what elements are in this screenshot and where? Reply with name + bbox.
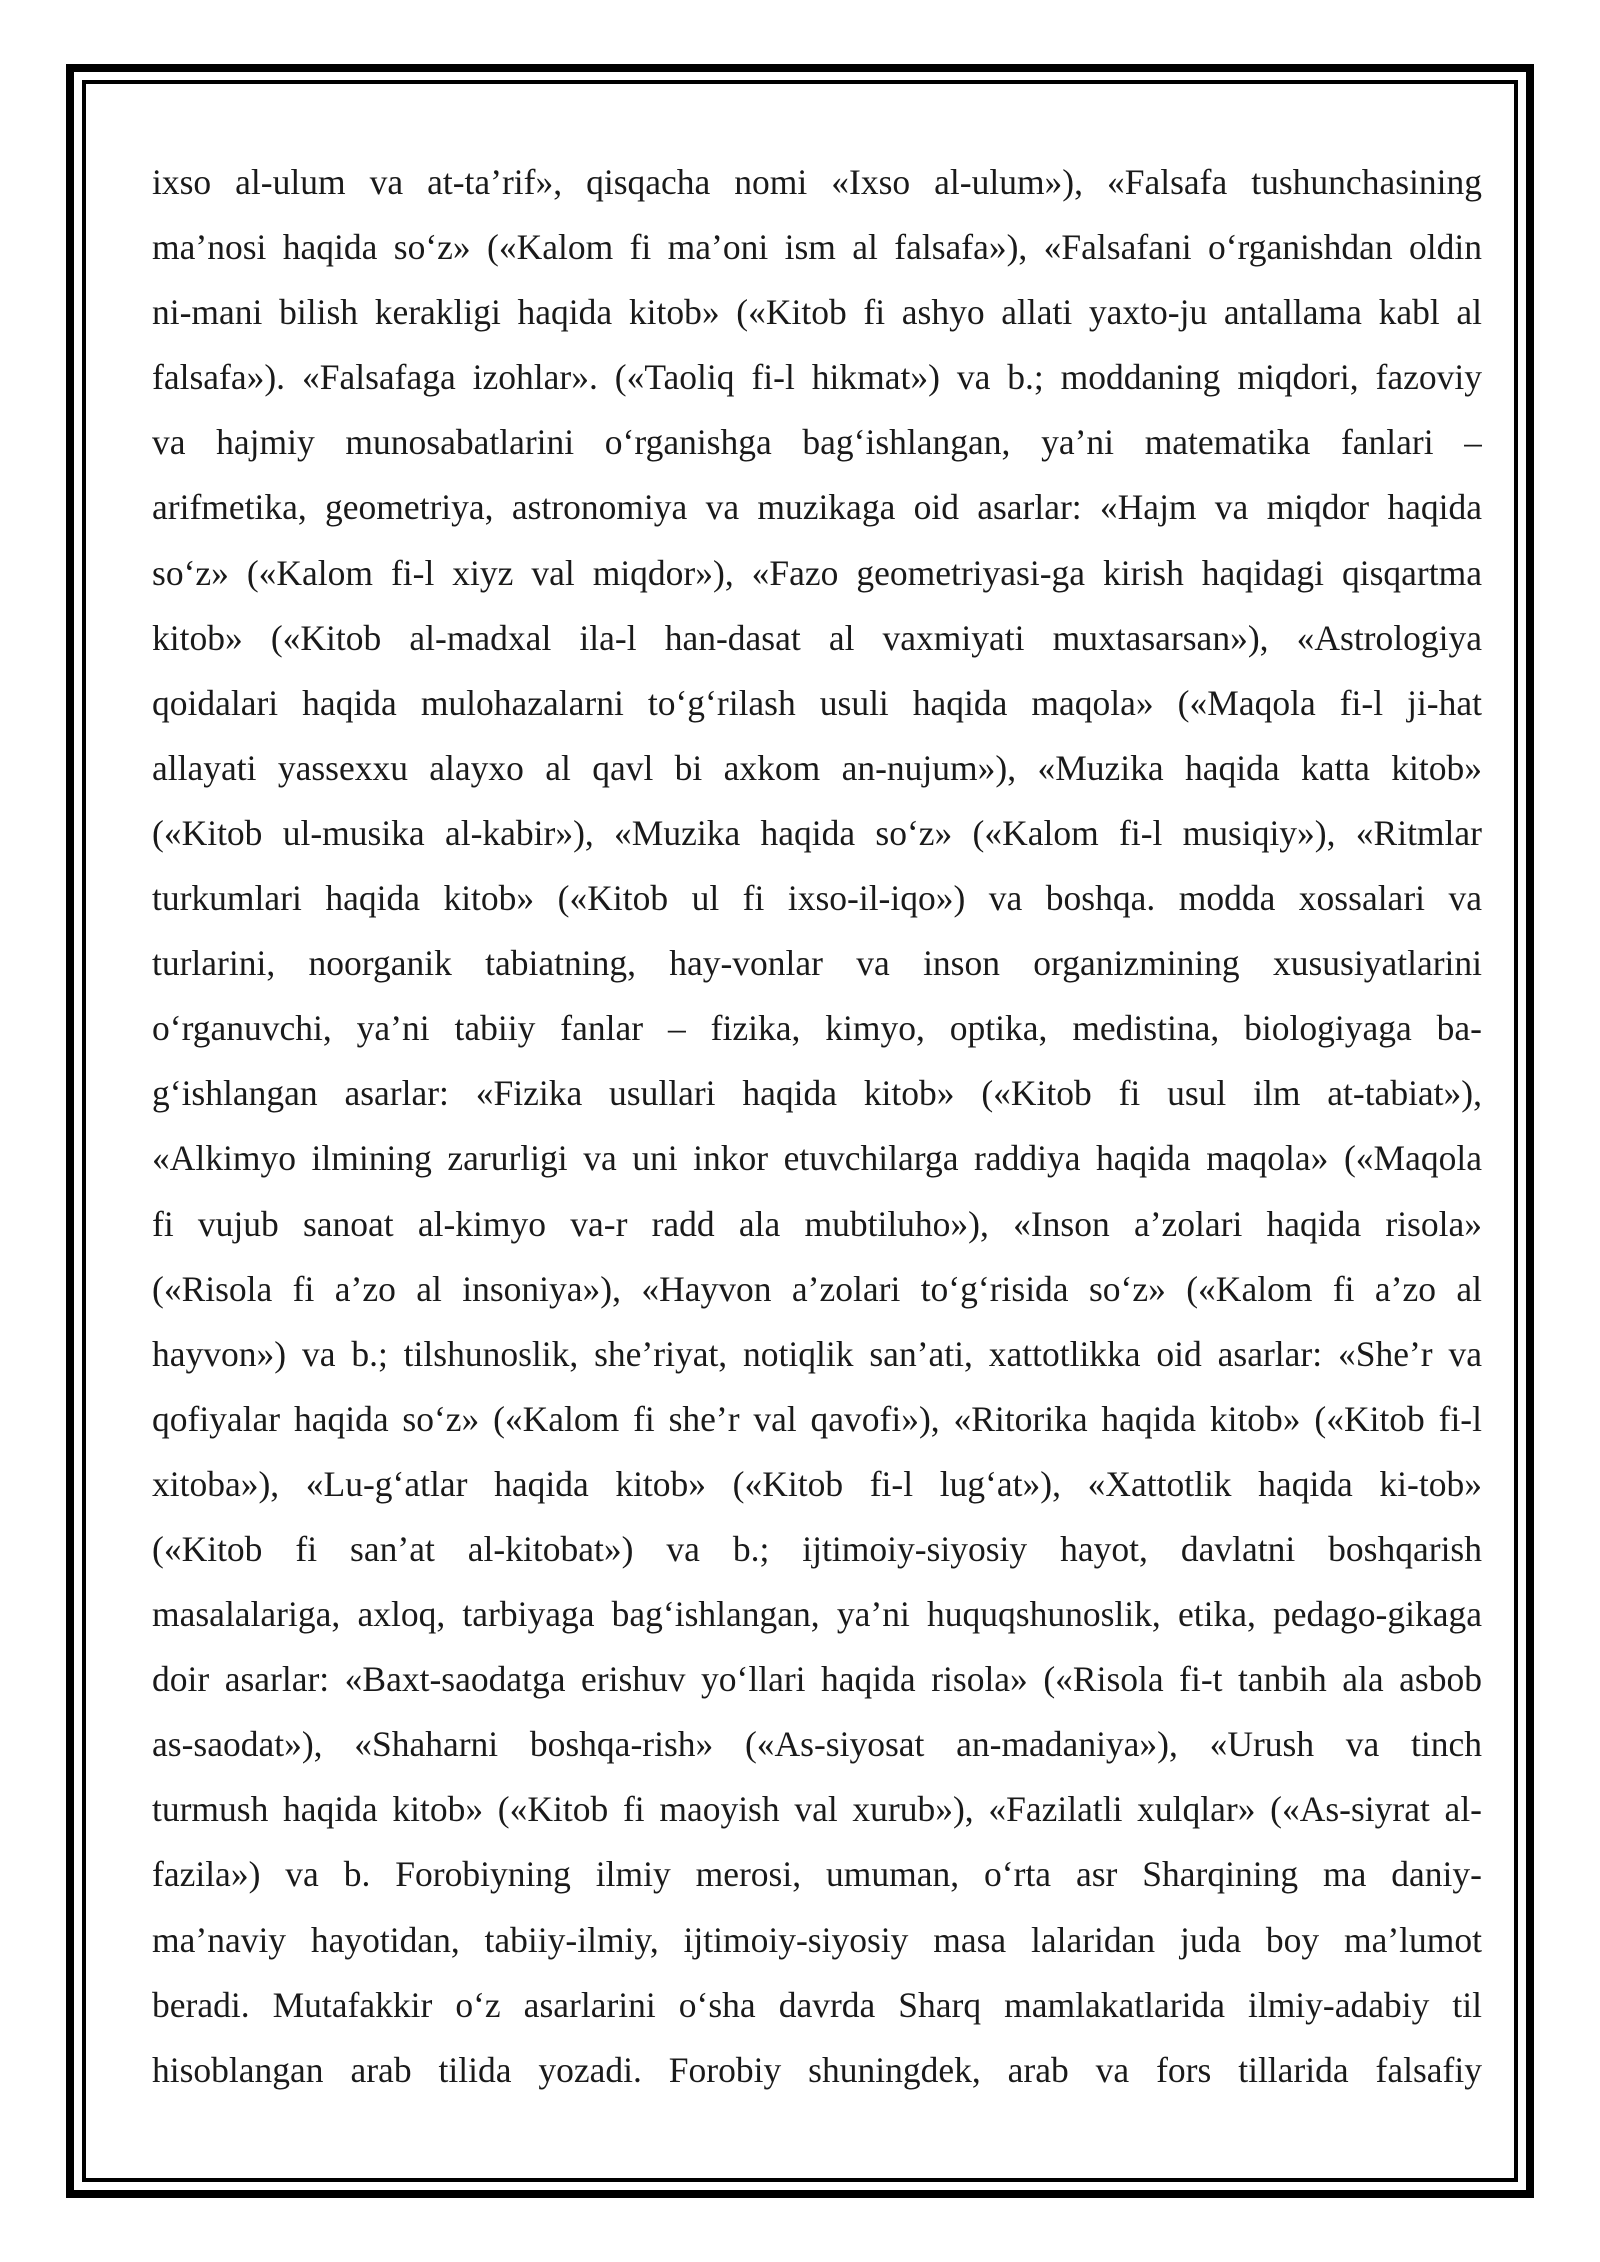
text-line: («Kitob ul-musika al-kabir»), «Muzika haqida so‘z» («Kalom fi-l musiqiy»), «Ritmlar (152, 812, 1482, 853)
text-line: ni-mani bilish kerakligi haqida kitob» («Kitob fi ashyo allati yaxto-ju antallama kabl al (152, 292, 1482, 333)
text-line: xitoba»), «Lu-g‘atlar haqida kitob» («Kitob fi-l lug‘at»), «Xattotlik haqida ki-tob» (152, 1463, 1482, 1504)
text-line: allayati yassexxu alayxo al qavl bi axkom an-nujum»), «Muzika haqida katta kitob» (152, 747, 1482, 788)
text-line: beradi. Mutafakkir o‘z asarlarini o‘sha davrda Sharq mamlakatlarida ilmiy-adabiy til (152, 1984, 1482, 2025)
text-line: turlarini, noorganik tabiatning, hay-vonlar va inson organizmining xususiyatlarini (152, 943, 1482, 984)
text-line: arifmetika, geometriya, astronomiya va muzikaga oid asarlar: «Hajm va miqdor haqida (152, 487, 1482, 528)
text-line: va hajmiy munosabatlarini o‘rganishga bag‘ishlangan, ya’ni matematika fanlari – (152, 422, 1482, 463)
text-line: ma’nosi haqida so‘z» («Kalom fi ma’oni ism al falsafa»), «Falsafani o‘rganishdan oldin (152, 227, 1482, 268)
text-line: («Risola fi a’zo al insoniya»), «Hayvon a’zolari to‘g‘risida so‘z» («Kalom fi a’zo al (152, 1268, 1482, 1309)
text-line: turmush haqida kitob» («Kitob fi maoyish val xurub»), «Fazilatli xulqlar» («As-siyrat al- (152, 1789, 1482, 1830)
text-line: turkumlari haqida kitob» («Kitob ul fi ixso-il-iqo») va boshqa. modda xossalari va (152, 878, 1482, 919)
text-line: fi vujub sanoat al-kimyo va-r radd ala mubtiluho»), «Inson a’zolari haqida risola» (152, 1203, 1482, 1244)
text-line: hayvon») va b.; tilshunoslik, she’riyat, notiqlik san’ati, xattotlikka oid asarlar: «She’r va (152, 1333, 1482, 1374)
text-line: kitob» («Kitob al-madxal ila-l han-dasat al vaxmiyati muxtasarsan»), «Astrologiya (152, 617, 1482, 658)
text-line: so‘z» («Kalom fi-l xiyz val miqdor»), «Fazo geometriyasi-ga kirish haqidagi qisqartma (152, 552, 1482, 593)
body-text (152, 150, 1482, 2103)
text-line: fazila») va b. Forobiyning ilmiy merosi, umuman, o‘rta asr Sharqining ma daniy- (152, 1854, 1482, 1895)
text-line: («Kitob fi san’at al-kitobat») va b.; ijtimoiy-siyosiy hayot, davlatni boshqarish (152, 1528, 1482, 1569)
text-line: ma’naviy hayotidan, tabiiy-ilmiy, ijtimoiy-siyosiy masa lalaridan juda boy ma’lumot (152, 1919, 1482, 1960)
text-line: qofiyalar haqida so‘z» («Kalom fi she’r val qavofi»), «Ritorika haqida kitob» («Kitob fi-l (152, 1398, 1482, 1439)
text-line: o‘rganuvchi, ya’ni tabiiy fanlar – fizika, kimyo, optika, medistina, biologiyaga ba- (152, 1008, 1482, 1049)
text-line: «Alkimyo ilmining zarurligi va uni inkor etuvchilarga raddiya haqida maqola» («Maqola (152, 1138, 1482, 1179)
text-line: falsafa»). «Falsafaga izohlar». («Taoliq fi-l hikmat») va b.; moddaning miqdori, fazoviy (152, 357, 1482, 398)
text-line: g‘ishlangan asarlar: «Fizika usullari haqida kitob» («Kitob fi usul ilm at-tabiat»), (152, 1073, 1482, 1114)
text-line: doir asarlar: «Baxt-saodatga erishuv yo‘llari haqida risola» («Risola fi-t tanbih ala asbob (152, 1659, 1482, 1700)
text-line: hisoblangan arab tilida yozadi. Forobiy shuningdek, arab va fors tillarida falsafiy (152, 2049, 1482, 2090)
text-line: masalalariga, axloq, tarbiyaga bag‘ishlangan, ya’ni huquqshunoslik, etika, pedago-gikaga (152, 1594, 1482, 1635)
text-line: ixso al-ulum va at-ta’rif», qisqacha nomi «Ixso al-ulum»), «Falsafa tushunchasining (152, 162, 1482, 202)
text-line: qoidalari haqida mulohazalarni to‘g‘rilash usuli haqida maqola» («Maqola fi-l ji-hat (152, 682, 1482, 723)
text-line: as-saodat»), «Shaharni boshqa-rish» («As-siyosat an-madaniya»), «Urush va tinch (152, 1724, 1482, 1765)
